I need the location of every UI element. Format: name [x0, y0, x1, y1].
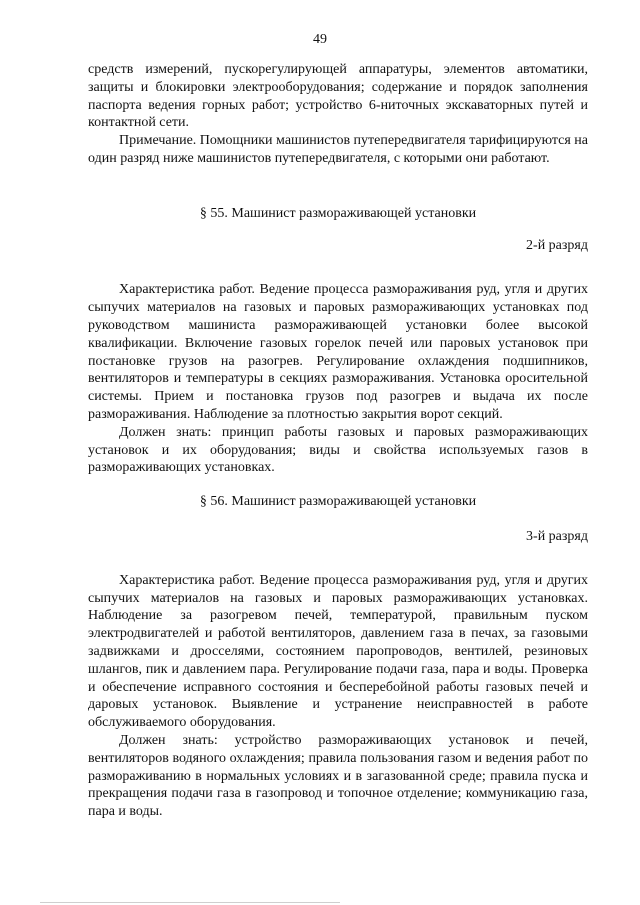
- section-title: § 56. Машинист размораживающей установки: [199, 494, 477, 510]
- spacer: [88, 168, 588, 205]
- work-characteristics-paragraph: Характеристика работ. Ведение процесса размораживания руд, угля и других сыпучих материалов на газовых и паровых размораживающих установках под руководством машиниста размораживающей установки более высокой квалификации. Включение газовых горелок печей или паровых установок при постановке грузов на разогрев. Регулирование охлаждения подшипников, вентиляторов и температуры в секциях размораживания. Установка оросительной системы. Прием и постановка грузов под разогрев и выдача их после размораживания. Наблюдение за плотностью закрытия ворот секций.: [88, 282, 588, 422]
- section-grade: 2-й разряд: [526, 237, 588, 253]
- spacer: [88, 223, 588, 237]
- work-characteristics-paragraph: Характеристика работ. Ведение процесса размораживания руд, угля и других сыпучих материалов на газовых и паровых размораживающих установках. Наблюдение за разогревом печей, температурой, правильным пуском электродвигателей и работой вентиляторов, давлением газа в печах, за газовыми задвижками и дросселями, состоянием паропроводов, вентилей, резиновых шлангов, пик и давлением пара. Регулирование подачи газа, пара и воды. Проверка и обеспечение исправного состояния и бесперебойной работы газовых печей и даровых установок. Выявление и устранение неисправностей в работе обслуживаемого оборудования.: [88, 572, 588, 731]
- section-56: [88, 493, 588, 821]
- section-55: [88, 205, 588, 477]
- page-body: [88, 61, 588, 821]
- must-know-paragraph: Должен знать: устройство размораживающих установок и печей, вентиляторов водяного охлаждения; правила пользования газом и ведения работ по размораживанию в нормальных условиях и в загазованной среде; правила пуска и прекращения подачи газа в газопровод и топочное отделение; коммуникацию газа, пара и воды.: [88, 732, 588, 820]
- page-number: 49: [313, 32, 327, 47]
- spacer: [88, 546, 588, 572]
- must-know-paragraph: Должен знать: принцип работы газовых и паровых размораживающих установок и их оборудования; виды и свойства используемых газов в размораживающих установках.: [88, 424, 588, 476]
- section-grade: 3-й разряд: [526, 528, 588, 544]
- note-paragraph: Примечание. Помощники машинистов путепередвигателя тарифицируются на один разряд ниже машинистов путепередвигателя, с которыми они работают.: [88, 133, 588, 166]
- spacer: [88, 477, 588, 493]
- spacer: [88, 254, 588, 281]
- continuation-paragraph: средств измерений, пускорегулирующей аппаратуры, элементов автоматики, защиты и блокировки электрооборудования; содержание и порядок заполнения паспорта ведения горных работ; устройство 6-ниточных экскаваторных путей и контактной сети.: [88, 62, 588, 131]
- spacer: [88, 511, 588, 528]
- section-title: § 55. Машинист размораживающей установки: [199, 205, 477, 221]
- scan-edge-line: [0, 902, 640, 903]
